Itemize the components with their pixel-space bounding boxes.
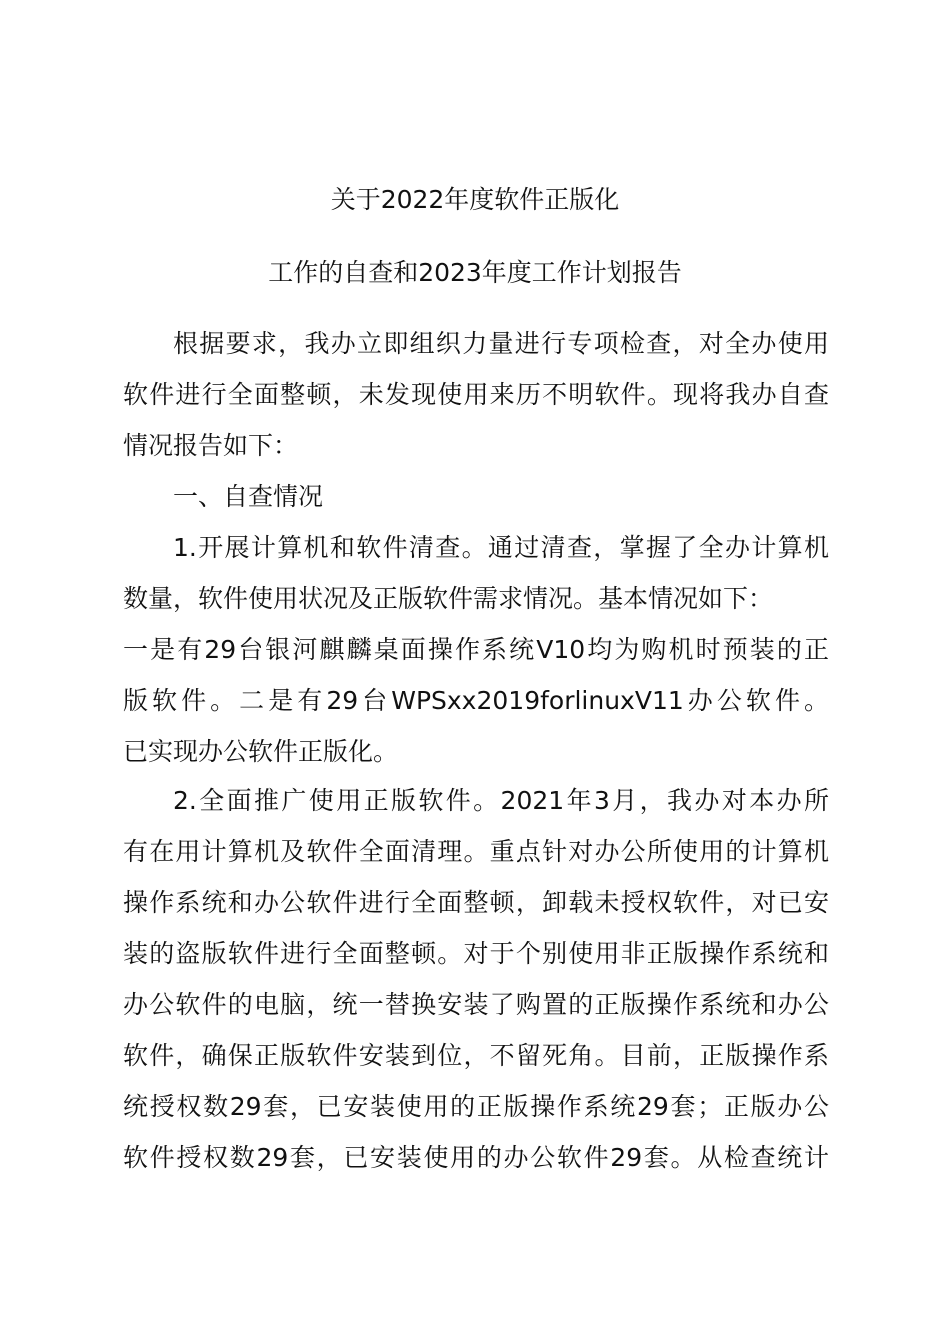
item-1-line: 已实现办公软件正版化。 — [123, 737, 399, 766]
item-2-line: 软件授权数29套，已安装使用的办公软件29套。从检查统计 — [123, 1143, 829, 1172]
item-1-line: 版软件。二是有29台WPSxx2019forlinuxV11办公软件。 — [123, 686, 829, 715]
item-1-line: 1.开展计算机和软件清查。通过清查，掌握了全办计算机 — [173, 533, 829, 562]
intro-line: 情况报告如下： — [123, 431, 299, 460]
item-1-line: 一是有29台银河麒麟桌面操作系统V10均为购机时预装的正 — [123, 635, 829, 664]
item-2-line: 装的盗版软件进行全面整顿。对于个别使用非正版操作系统和 — [123, 939, 829, 968]
item-1-line: 数量，软件使用状况及正版软件需求情况。基本情况如下： — [123, 584, 774, 613]
item-1-paragraph — [123, 522, 829, 777]
item-2-line: 软件，确保正版软件安装到位，不留死角。目前，正版操作系 — [123, 1041, 829, 1070]
item-2-line: 操作系统和办公软件进行全面整顿，卸载未授权软件，对已安 — [123, 888, 829, 917]
item-2-line: 有在用计算机及软件全面清理。重点针对办公所使用的计算机 — [123, 837, 829, 866]
report-title-line-2: 工作的自查和2023年度工作计划报告 — [268, 258, 682, 287]
item-2-line: 统授权数29套，已安装使用的正版操作系统29套；正版办公 — [123, 1092, 829, 1121]
item-2-line: 2.全面推广使用正版软件。2021年3月，我办对本办所 — [173, 786, 829, 815]
item-2-line: 办公软件的电脑，统一替换安装了购置的正版操作系统和办公 — [123, 990, 829, 1019]
intro-paragraph — [123, 318, 829, 471]
intro-line: 软件进行全面整顿，未发现使用来历不明软件。现将我办自查 — [123, 380, 829, 409]
section-heading-self-inspection — [123, 471, 829, 522]
report-title-line-1: 关于2022年度软件正版化 — [330, 185, 620, 214]
item-2-paragraph — [123, 775, 829, 1183]
section-heading-text: 一、自查情况 — [173, 482, 324, 511]
intro-line: 根据要求，我办立即组织力量进行专项检查，对全办使用 — [173, 329, 829, 358]
